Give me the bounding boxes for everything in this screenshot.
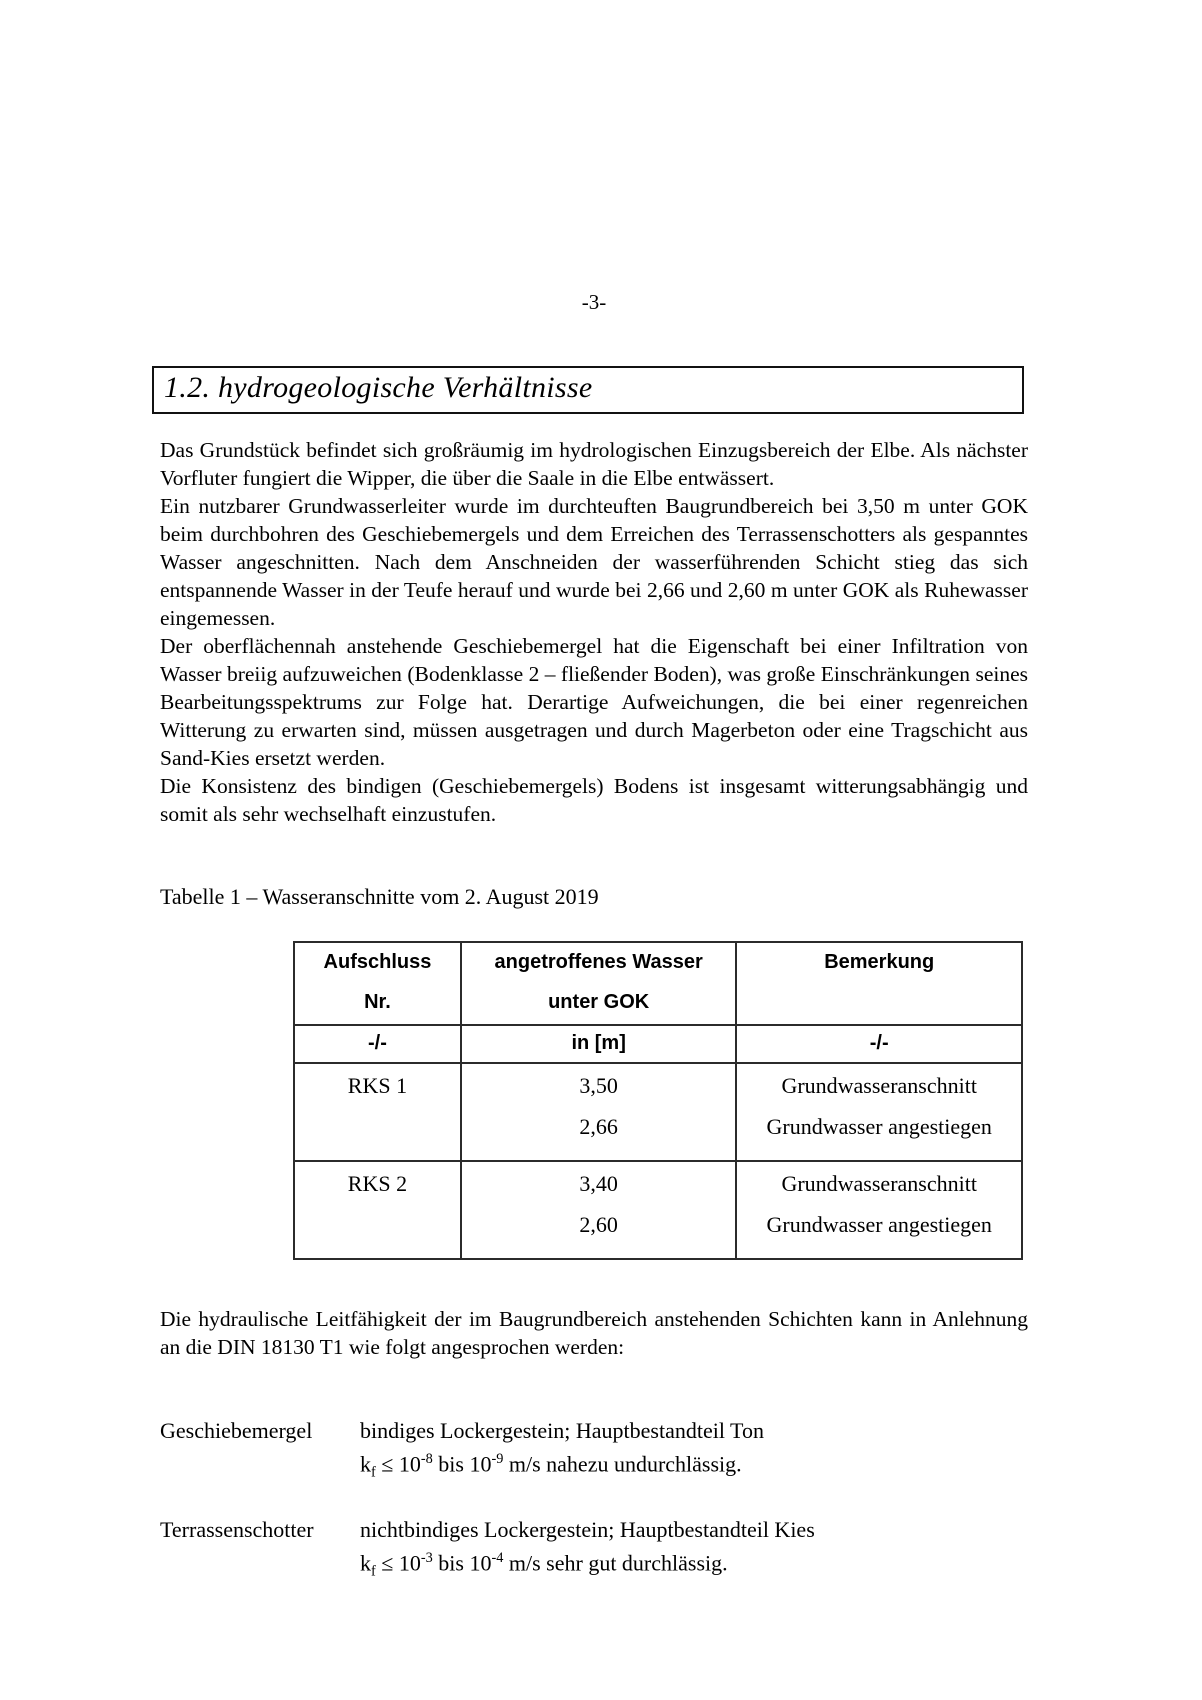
- unit-cell-aufschluss: -/-: [294, 1025, 461, 1063]
- kf-exponent-2: -4: [491, 1549, 504, 1566]
- rks1-remark-angestiegen: Grundwasser angestiegen: [766, 1114, 992, 1139]
- rks1-value-ruhewasser: 2,66: [579, 1114, 618, 1139]
- body-text-block: [160, 436, 1028, 828]
- header-aufschluss-line2: Nr.: [364, 991, 391, 1013]
- rks2-value-ruhewasser: 2,60: [579, 1212, 618, 1237]
- kf-formula: [360, 1544, 1040, 1586]
- kf-exponent-1: -3: [420, 1549, 433, 1566]
- paragraph-einzugsbereich: Das Grundstück befindet sich großräumig im hydrologischen Einzugsbereich der Elbe. Als nächster Vorfluter fungiert die Wipper, die über die Saale in die Elbe entwässert.: [160, 438, 1028, 490]
- kf-subscript: f: [371, 1464, 376, 1481]
- kf-tail: m/s sehr gut durchlässig.: [503, 1550, 728, 1576]
- header-cell-aufschluss: [294, 942, 461, 1025]
- kf-operator: ≤ 10: [375, 1550, 421, 1576]
- header-cell-bemerkung: [736, 942, 1022, 1025]
- rks1-id-label: RKS 1: [347, 1073, 408, 1098]
- header-bemerkung-label: Bemerkung: [824, 951, 935, 973]
- cell-rks2-values: [461, 1161, 737, 1259]
- section-heading-box: [152, 366, 1024, 414]
- rks2-remark-angestiegen: Grundwasser angestiegen: [766, 1212, 992, 1237]
- kf-exponent-1: -8: [420, 1451, 433, 1467]
- cell-rks2-remarks: [736, 1161, 1022, 1259]
- definition-description: [360, 1516, 1040, 1586]
- definition-geschiebemergel: [160, 1417, 1040, 1487]
- header-wasser-line1: angetroffenes Wasser: [494, 951, 703, 973]
- kf-symbol: k: [360, 1451, 371, 1477]
- section-heading: 1.2. hydrogeologische Verhältnisse: [164, 371, 593, 404]
- header-aufschluss-line1: Aufschluss: [323, 951, 432, 973]
- table-row-rks2: [294, 1161, 1022, 1259]
- definition-desc-line: bindiges Lockergestein; Hauptbestandteil Ton: [360, 1418, 764, 1443]
- table-units-row: [294, 1025, 1022, 1063]
- definition-term: Geschiebemergel: [160, 1418, 313, 1443]
- kf-operator: ≤ 10: [375, 1451, 421, 1477]
- table-caption: Tabelle 1 – Wasseranschnitte vom 2. August 2019: [160, 884, 599, 909]
- cell-rks1-remarks: [736, 1063, 1022, 1161]
- rks2-remark-anschnitt: Grundwasseranschnitt: [781, 1171, 977, 1196]
- rks1-value-anschnitt: 3,50: [579, 1073, 618, 1098]
- kf-middle: bis 10: [432, 1451, 492, 1477]
- definition-terrassenschotter: [160, 1516, 1040, 1586]
- rks2-value-anschnitt: 3,40: [579, 1171, 618, 1196]
- header-cell-wasser: [461, 942, 737, 1025]
- kf-tail: m/s nahezu undurchlässig.: [503, 1451, 742, 1477]
- definition-term: Terrassenschotter: [160, 1516, 314, 1542]
- cell-rks2-id: [294, 1161, 461, 1259]
- paragraph-grundwasserleiter: Ein nutzbarer Grundwasserleiter wurde im durchteuften Baugrundbereich bei 3,50 m unter GOK beim durchbohren des Geschiebemergels und dem Erreichen des Terrassenschotters als gespanntes Wasser angeschnitten. Nach dem Anschneiden der wasserführenden Schicht stieg das sich entspannende Wasser in der Teufe herauf und wurde bei 2,66 und 2,60 m unter GOK als Ruhewasser eingemessen.: [160, 494, 1028, 630]
- kf-subscript: f: [371, 1563, 376, 1580]
- kf-exponent-2: -9: [491, 1451, 504, 1467]
- kf-middle: bis 10: [432, 1550, 492, 1576]
- unit-cell-bemerkung: -/-: [736, 1025, 1022, 1063]
- header-wasser-line2: unter GOK: [548, 991, 650, 1013]
- table-row-rks1: [294, 1063, 1022, 1161]
- paragraph-konsistenz: Die Konsistenz des bindigen (Geschiebemergels) Bodens ist insgesamt witterungsabhängig und somit als sehr wechselhaft einzustufen.: [160, 774, 1028, 826]
- definition-desc-line: nichtbindiges Lockergestein; Hauptbestandteil Kies: [360, 1516, 815, 1542]
- permeability-definitions: [160, 1417, 1040, 1585]
- rks1-remark-anschnitt: Grundwasseranschnitt: [781, 1073, 977, 1098]
- paragraph-geschiebemergel: Der oberflächennah anstehende Geschiebemergel hat die Eigenschaft bei einer Infiltration von Wasser breiig aufzuweichen (Bodenklasse 2 – fließender Boden), was große Einschränkungen seines Bearbeitungsspektrums zur Folge hat. Derartige Aufweichungen, die bei einer regenreichen Witterung zu erwarten sind, müssen ausgetragen und durch Magerbeton oder eine Tragschicht aus Sand-Kies ersetzt werden.: [160, 634, 1028, 770]
- definition-description: [360, 1417, 1040, 1487]
- kf-formula: [360, 1445, 1040, 1487]
- table-header-row: [294, 942, 1022, 1025]
- unit-cell-wasser: in [m]: [461, 1025, 737, 1063]
- page-number: -3-: [581, 290, 607, 314]
- rks2-id-label: RKS 2: [347, 1171, 408, 1196]
- paragraph-leitfaehigkeit: Die hydraulische Leitfähigkeit der im Baugrundbereich anstehenden Schichten kann in Anlehnung an die DIN 18130 T1 wie folgt angesprochen werden:: [160, 1307, 1028, 1359]
- cell-rks1-values: [461, 1063, 737, 1161]
- kf-symbol: k: [360, 1550, 371, 1576]
- wasseranschnitte-table: [293, 941, 1023, 1260]
- cell-rks1-id: [294, 1063, 461, 1161]
